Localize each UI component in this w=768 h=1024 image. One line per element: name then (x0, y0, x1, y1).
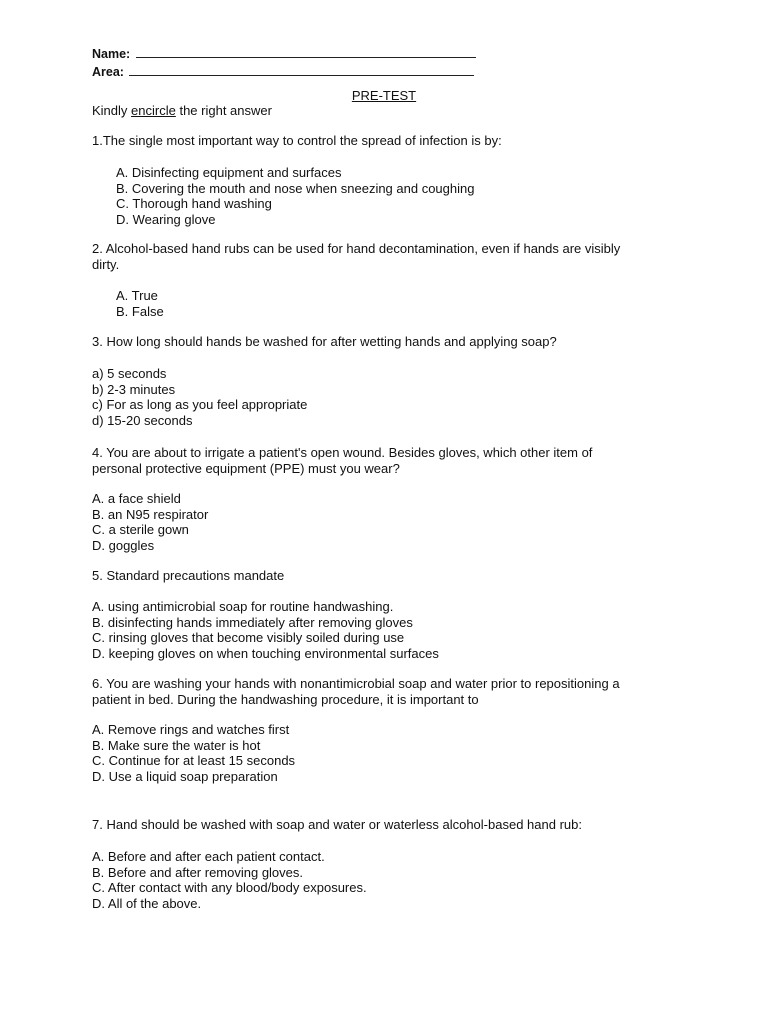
question-6-stem-line1: 6. You are washing your hands with nonantimicrobial soap and water prior to repositioning a (92, 676, 620, 691)
question-3-stem: 3. How long should hands be washed for after wetting hands and applying soap? (92, 334, 557, 349)
option-4c[interactable]: C. a sterile gown (92, 522, 189, 537)
area-blank-line[interactable] (129, 63, 474, 76)
option-7d[interactable]: D. All of the above. (92, 895, 202, 911)
name-field (92, 45, 476, 61)
option-6c[interactable]: C. Continue for at least 15 seconds (92, 753, 296, 768)
question-3 (92, 334, 557, 350)
question-4-stem-line1: 4. You are about to irrigate a patient's open wound. Besides gloves, which other item of (92, 445, 593, 460)
area-field (92, 63, 474, 79)
question-2-stem-line2: dirty. (92, 256, 120, 272)
question-1-options (116, 165, 474, 227)
option-2b[interactable]: B. False (116, 303, 164, 319)
option-1b[interactable]: B. Covering the mouth and nose when sneezing and coughing (116, 180, 475, 196)
name-blank-line[interactable] (136, 45, 476, 58)
name-label: Name: (92, 47, 131, 61)
page-title: PRE-TEST (351, 88, 417, 103)
question-5 (92, 568, 284, 584)
question-5-stem: 5. Standard precautions mandate (92, 568, 285, 583)
option-6d[interactable]: D. Use a liquid soap preparation (92, 768, 278, 784)
area-label: Area: (92, 65, 124, 79)
instruction-suffix: the right answer (179, 103, 272, 118)
question-2 (92, 241, 620, 272)
option-1a[interactable]: A. Disinfecting equipment and surfaces (116, 165, 342, 180)
question-5-options (92, 599, 439, 661)
question-4 (92, 445, 592, 476)
option-7c[interactable]: C. After contact with any blood/body exposures. (92, 880, 367, 895)
question-2-stem-line1: 2. Alcohol-based hand rubs can be used for hand decontamination, even if hands are visibly (92, 241, 621, 256)
option-4d[interactable]: D. goggles (92, 537, 155, 553)
question-1 (92, 133, 502, 149)
question-1-stem: 1.The single most important way to control the spread of infection is by: (92, 133, 502, 148)
question-6 (92, 676, 620, 707)
question-4-stem-line2: personal protective equipment (PPE) must you wear? (92, 460, 400, 476)
option-5d[interactable]: D. keeping gloves on when touching environmental surfaces (92, 645, 439, 661)
question-6-stem-line2: patient in bed. During the handwashing procedure, it is important to (92, 691, 479, 707)
option-4b[interactable]: B. an N95 respirator (92, 506, 209, 522)
option-7a[interactable]: A. Before and after each patient contact. (92, 849, 325, 864)
question-7 (92, 817, 582, 833)
option-7b[interactable]: B. Before and after removing gloves. (92, 864, 304, 880)
question-7-stem: 7. Hand should be washed with soap and water or waterless alcohol-based hand rub: (92, 817, 582, 832)
option-5b[interactable]: B. disinfecting hands immediately after removing gloves (92, 614, 413, 630)
question-4-options (92, 491, 208, 553)
instruction (92, 103, 272, 119)
option-3c[interactable]: c) For as long as you feel appropriate (92, 397, 308, 412)
option-5c[interactable]: C. rinsing gloves that become visibly soiled during use (92, 630, 405, 645)
option-5a[interactable]: A. using antimicrobial soap for routine handwashing. (92, 599, 394, 614)
option-1c[interactable]: C. Thorough hand washing (116, 196, 272, 211)
question-2-options (116, 288, 164, 319)
option-2a[interactable]: A. True (116, 288, 158, 303)
instruction-prefix: Kindly (92, 103, 128, 118)
option-1d[interactable]: D. Wearing glove (116, 211, 216, 227)
option-3b[interactable]: b) 2-3 minutes (92, 381, 176, 397)
question-6-options (92, 722, 295, 784)
option-4a[interactable]: A. a face shield (92, 491, 181, 506)
option-6b[interactable]: B. Make sure the water is hot (92, 737, 261, 753)
question-7-options (92, 849, 367, 911)
question-3-options (92, 366, 307, 428)
option-3d[interactable]: d) 15-20 seconds (92, 412, 193, 428)
option-3a[interactable]: a) 5 seconds (92, 366, 167, 381)
instruction-emphasis: encircle (131, 103, 176, 118)
option-6a[interactable]: A. Remove rings and watches first (92, 722, 290, 737)
